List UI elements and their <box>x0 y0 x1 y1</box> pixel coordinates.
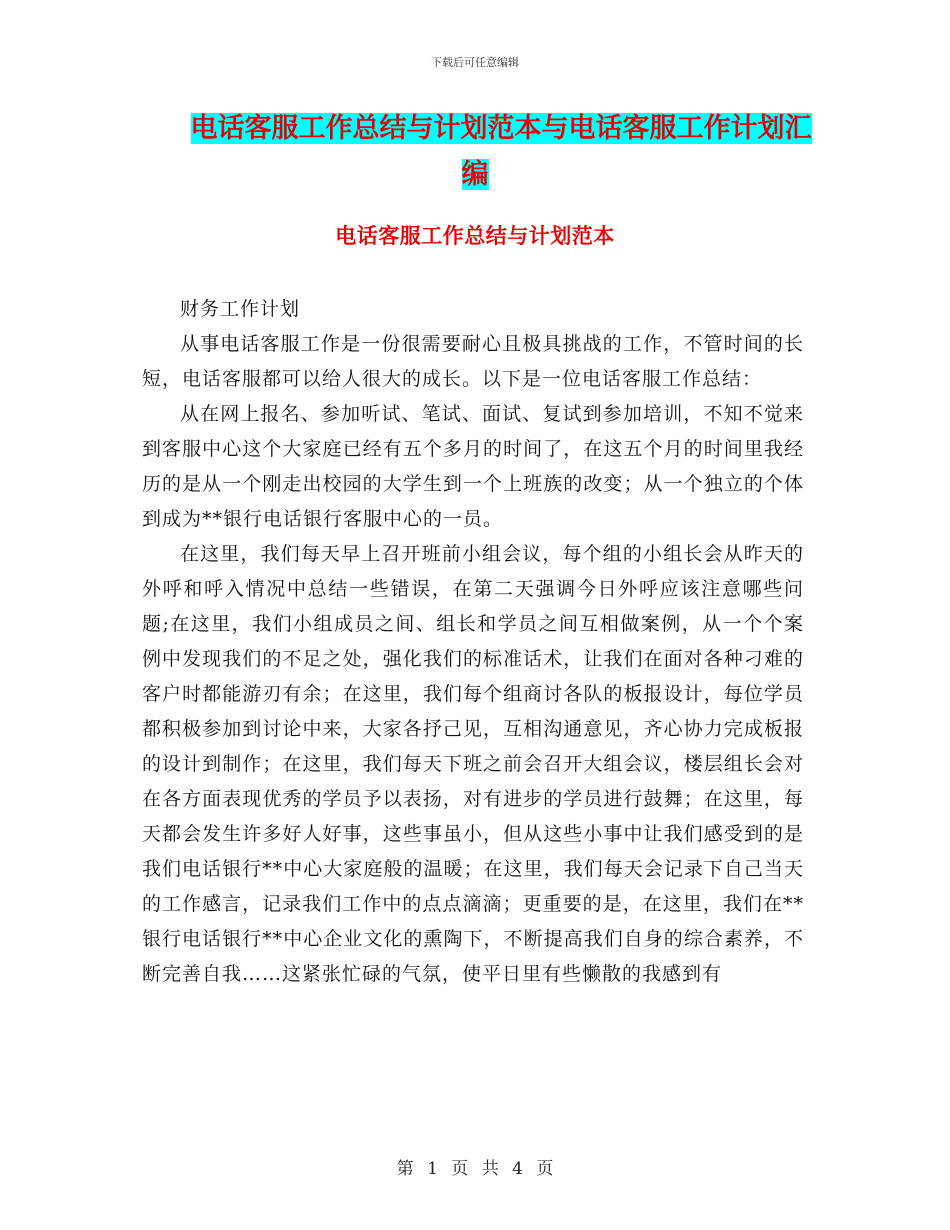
section-title: 电话客服工作总结与计划范本 <box>335 223 615 248</box>
document-title <box>0 106 950 198</box>
title-line-1: 电话客服工作总结与计划范本与电话客服工作计划汇 <box>190 113 812 144</box>
title-line-2: 编 <box>461 159 489 190</box>
paragraph: 在这里，我们每天早上召开班前小组会议，每个组的小组长会从昨天的外呼和呼入情况中总结一些错误，在第二天强调今日外呼应该注意哪些问题;在这里，我们小组成员之间、组长和学员之间互相做案例，从一个个案例中发现我们的不足之处，强化我们的标准话术，让我们在面对各种刁难的客户时都能游刃有余；在这里，我们每个组商讨各队的板报设计，每位学员都积极参加到讨论中来，大家各抒己见，互相沟通意见，齐心协力完成板报的设计到制作；在这里，我们每天下班之前会召开大组会议，楼层组长会对在各方面表现优秀的学员予以表扬，对有进步的学员进行鼓舞；在这里，每天都会发生许多好人好事，这些事虽小，但从这些小事中让我们感受到的是我们电话银行**中心大家庭般的温暖；在这里，我们每天会记录下自己当天的工作感言，记录我们工作中的点点滴滴；更重要的是，在这里，我们在**银行电话银行**中心企业文化的熏陶下，不断提高我们自身的综合素养，不断完善自我……这紧张忙碌的气氛，使平日里有些懒散的我感到有 <box>142 543 804 985</box>
header-note: 下载后可任意编辑 <box>431 56 519 69</box>
paragraph: 从事电话客服工作是一份很需要耐心且极具挑战的工作，不管时间的长短，电话客服都可以给人很大的成长。以下是一位电话客服工作总结： <box>142 333 804 390</box>
page-footer: 第 1 页 共 4 页 <box>396 1159 554 1179</box>
paragraph-heading: 财务工作计划 <box>180 298 301 320</box>
body-text <box>142 292 804 992</box>
paragraph: 从在网上报名、参加听试、笔试、面试、复试到参加培训，不知不觉来到客服中心这个大家庭已经有五个多月的时间了，在这五个月的时间里我经历的是从一个刚走出校园的大学生到一个上班族的改变；从一个独立的个体到成为**银行电话银行客服中心的一员。 <box>142 403 804 530</box>
